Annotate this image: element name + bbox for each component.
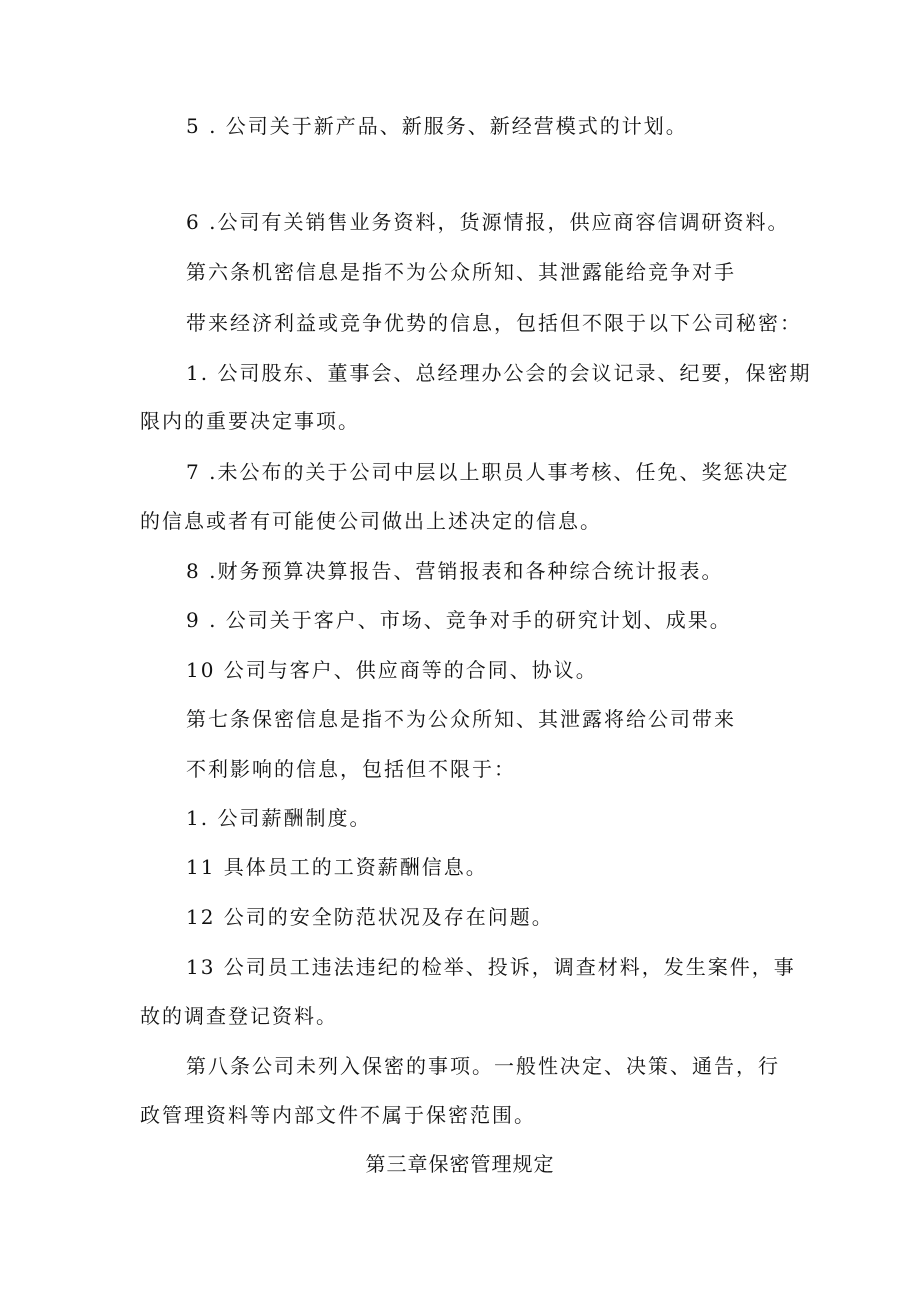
item-11-employee-salary: 11 具体员工的工资薪酬信息。 bbox=[186, 855, 488, 879]
article-7-line-1: 第七条保密信息是指不为公众所知、其泄露将给公司带来 bbox=[186, 707, 736, 731]
item-12-security: 12 公司的安全防范状况及存在问题。 bbox=[186, 905, 554, 929]
item-10-contracts: 10 公司与客户、供应商等的合同、协议。 bbox=[186, 658, 598, 682]
article-6-line-2: 带来经济利益或竞争优势的信息，包括但不限于以下公司秘密： bbox=[186, 311, 802, 335]
article-7-line-2: 不利影响的信息，包括但不限于： bbox=[186, 757, 516, 781]
item-1-salary-system: 1. 公司薪酬制度。 bbox=[186, 806, 372, 830]
item-13-violations-cont: 故的调查登记资料。 bbox=[140, 1004, 338, 1028]
item-6-sales-materials: 6 .公司有关销售业务资料，货源情报，供应商容信调研资料。 bbox=[186, 210, 790, 234]
item-7-personnel-cont: 的信息或者有可能使公司做出上述决定的信息。 bbox=[140, 509, 602, 533]
item-1-meeting-records-cont: 限内的重要决定事项。 bbox=[140, 409, 360, 433]
item-5-new-plans: 5 . 公司关于新产品、新服务、新经营模式的计划。 bbox=[186, 114, 688, 138]
item-9-research-plans: 9 . 公司关于客户、市场、竞争对手的研究计划、成果。 bbox=[186, 608, 732, 632]
item-13-violations: 13 公司员工违法违纪的检举、投诉，调查材料，发生案件，事 bbox=[186, 955, 796, 979]
article-8-line-1: 第八条公司未列入保密的事项。一般性决定、决策、通告，行 bbox=[186, 1054, 780, 1078]
chapter-3-heading: 第三章保密管理规定 bbox=[365, 1152, 555, 1176]
item-7-personnel: 7 .未公布的关于公司中层以上职员人事考核、任免、奖惩决定 bbox=[186, 460, 790, 484]
item-1-meeting-records: 1. 公司股东、董事会、总经理办公会的会议记录、纪要，保密期 bbox=[186, 361, 812, 385]
article-6-line-1: 第六条机密信息是指不为公众所知、其泄露能给竞争对手 bbox=[186, 260, 736, 284]
article-8-line-2: 政管理资料等内部文件不属于保密范围。 bbox=[140, 1103, 536, 1127]
item-8-financial-reports: 8 .财务预算决算报告、营销报表和各种综合统计报表。 bbox=[186, 559, 724, 583]
